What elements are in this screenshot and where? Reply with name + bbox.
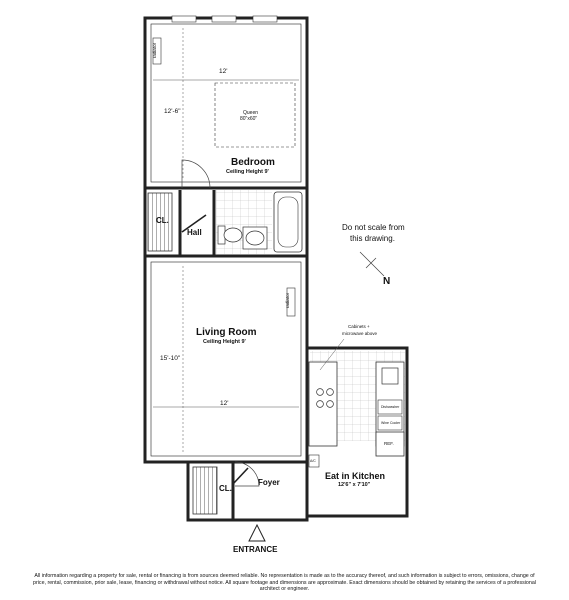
dishwasher-label: Dishwasher [381,405,400,409]
bed-label: Queen [243,110,259,116]
closet-door-swing [233,468,248,484]
living-width-label: 12' [220,400,229,407]
ac-label: A/C [310,459,316,463]
closet-bottom [193,467,217,514]
closet-bottom-label: CL. [219,484,232,493]
cabinets-note-line1: Cabinets + [348,324,370,329]
foyer-label: Foyer [258,478,280,487]
kitchen-name: Eat in Kitchen [325,471,386,481]
scale-note-line1: Do not scale from [342,223,405,232]
bedroom-window-top-1 [172,16,196,22]
bedroom-width-label: 12' [219,68,228,75]
toilet-bowl [224,228,242,242]
bedroom-window-top-2 [212,16,236,22]
compass-needle [360,252,384,276]
bedroom-length-label: 12'-6" [164,108,181,115]
radiator-label-living: radiator [285,292,291,309]
bed-size-label: 80"x60" [240,116,258,122]
bedroom-door-swing [182,160,210,188]
living-length-label: 15'-10" [160,355,181,362]
scale-note-line2: this drawing. [350,234,395,243]
bedroom-name: Bedroom [231,157,275,168]
bedroom-walls [145,18,307,188]
wine-cooler-label: Wine Cooler [381,421,401,425]
entrance-label: ENTRANCE [233,545,278,554]
compass-north: N [383,276,391,287]
kitchen-counter-left [309,362,337,446]
kitchen-size: 12'6" x 7'10" [338,482,371,488]
cabinets-note-line2: microwave above [342,331,378,336]
living-room-name: Living Room [196,327,257,338]
bedroom-ceiling: Ceiling Height 9' [226,169,269,175]
hall-label: Hall [187,228,202,237]
legal-disclaimer: All information regarding a property for sale, rental or financing is from sources deemed reliable. No representation is made as to the accuracy thereof, and such information is subject to errors, omissions, change of price, rental, commission, prior sale, lease, financing or withdrawal without notice. All square footage and dimensions are approximate. Exact dimensions should be obtained by retaining the services of a professional architect or engineer. [33,573,536,593]
sink-vanity [243,227,267,249]
radiator-label-bedroom: radiator [152,42,158,59]
closet-top-label: CL. [156,216,169,225]
bedroom-window-top-3 [253,16,277,22]
living-room-ceiling: Ceiling Height 9' [203,339,246,345]
refrigerator-label: REF. [384,441,394,446]
foyer-door-swing [235,462,259,486]
entrance-arrow [249,525,265,541]
